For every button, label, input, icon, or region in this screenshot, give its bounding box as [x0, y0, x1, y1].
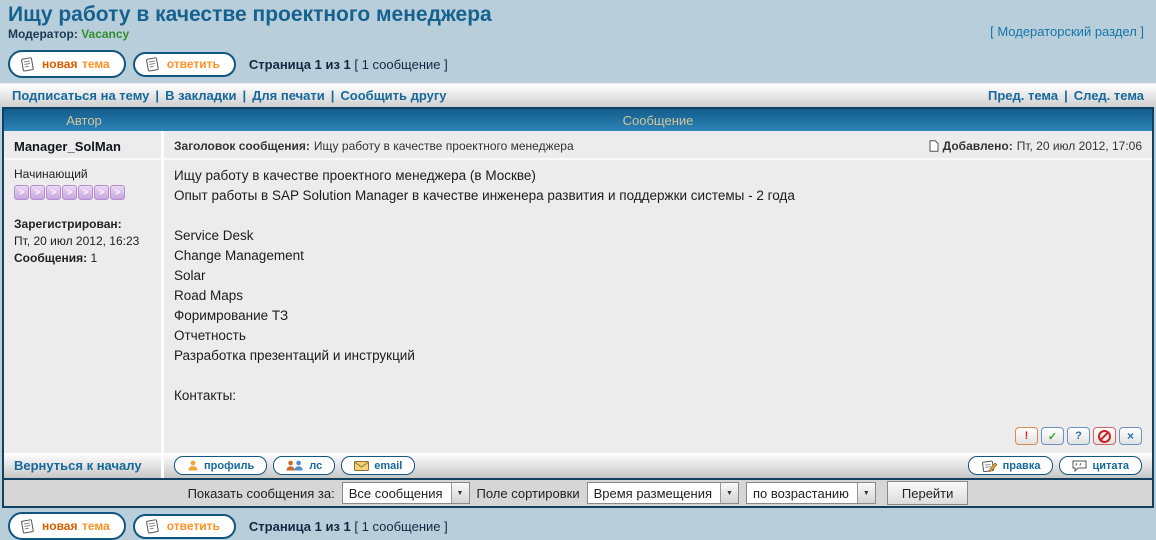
private-message-button[interactable]	[273, 456, 335, 475]
sort-order-select[interactable]	[746, 482, 876, 504]
profile-label: профиль	[204, 459, 255, 472]
tell-friend-link[interactable]: Сообщить другу	[340, 88, 447, 103]
note-icon	[144, 519, 161, 534]
rank-star-icon: >	[46, 185, 61, 200]
author-rank: Начинающий	[14, 167, 88, 181]
subject-label: Заголовок сообщения:	[174, 139, 310, 153]
message-line: Road Maps	[174, 288, 244, 303]
post-footer-buttons	[164, 453, 1152, 478]
topic-actions-bar	[0, 83, 1156, 107]
new-topic-word2: тема	[81, 57, 110, 71]
topic-actions-left	[12, 88, 447, 103]
message-line: Контакты:	[174, 388, 237, 403]
subject-text: Ищу работу в качестве проектного менеджера	[313, 139, 574, 153]
separator: |	[330, 88, 335, 103]
approve-icon[interactable]: ✓	[1041, 427, 1064, 445]
prev-topic-link[interactable]: Пред. тема	[987, 88, 1059, 103]
message-line: Change Management	[174, 248, 304, 263]
topic-actions-right	[988, 88, 1144, 103]
post-subject	[174, 139, 574, 153]
reply-button[interactable]	[133, 514, 236, 539]
bottom-buttons-row	[8, 512, 1156, 540]
show-messages-value: Все сообщения	[348, 486, 443, 501]
print-link[interactable]: Для печати	[252, 88, 325, 103]
added-label: Добавлено:	[942, 139, 1013, 153]
sort-field-label: Поле сортировки	[476, 485, 580, 501]
messages-label: Сообщения:	[14, 251, 88, 265]
separator: |	[1064, 88, 1068, 103]
profile-buttons-group	[174, 456, 415, 475]
topic-title: Ищу работу в качестве проектного менеджера	[8, 3, 492, 26]
post-author[interactable]: Manager_SolMan	[4, 131, 164, 160]
messages-value: 1	[90, 251, 98, 265]
deny-icon[interactable]	[1093, 427, 1116, 445]
post-footer-row	[4, 453, 1152, 478]
rank-star-icon: >	[110, 185, 125, 200]
quote-button[interactable]	[1059, 456, 1142, 475]
new-topic-word1: новая	[42, 519, 78, 533]
note-icon	[19, 519, 36, 534]
pm-label: лс	[309, 459, 323, 472]
page-header	[0, 0, 1156, 41]
quote-bubble-icon	[1072, 460, 1087, 472]
note-icon	[144, 57, 161, 72]
question-icon[interactable]: ?	[1067, 427, 1090, 445]
rank-star-icon: >	[30, 185, 45, 200]
message-line: Форимрование ТЗ	[174, 308, 289, 323]
rank-star-icon: >	[94, 185, 109, 200]
post-date	[929, 139, 1142, 153]
go-button[interactable]: Перейти	[887, 481, 969, 505]
email-button[interactable]	[341, 456, 415, 475]
top-buttons-row	[8, 50, 1156, 78]
delete-icon[interactable]: ×	[1119, 427, 1142, 445]
sort-field-value: Время размещения	[593, 486, 713, 501]
post-header	[164, 131, 1152, 160]
bookmark-link[interactable]: В закладки	[165, 88, 237, 103]
dropdown-arrow-icon: ▼	[720, 483, 738, 503]
registered-label: Зарегистрирован:	[14, 217, 122, 231]
rank-star-icon: >	[78, 185, 93, 200]
separator: |	[155, 88, 160, 103]
show-messages-label: Показать сообщения за:	[187, 485, 335, 501]
message-body	[164, 160, 1152, 453]
two-persons-icon	[286, 460, 304, 471]
message-line: Service Desk	[174, 228, 254, 243]
page-number: Страница 1 из 1	[248, 518, 351, 534]
no-entry-icon	[1098, 430, 1111, 443]
moderator-section-link[interactable]: [ Модераторский раздел ]	[990, 24, 1144, 39]
message-line	[174, 366, 1142, 386]
registered-value: Пт, 20 июл 2012, 16:23	[14, 234, 140, 248]
message-count: [ 1 сообщение ]	[354, 518, 448, 534]
new-topic-word2: тема	[81, 519, 110, 533]
post-page-icon	[929, 140, 939, 152]
subscribe-link[interactable]: Подписаться на тему	[12, 88, 150, 103]
message-line: Опыт работы в SAP Solution Manager в качестве инженера развития и поддержки системы - 2 года	[174, 188, 795, 203]
page-info	[249, 519, 448, 534]
person-icon	[187, 460, 199, 471]
moderator-label: Модератор:	[8, 27, 78, 41]
added-value: Пт, 20 июл 2012, 17:06	[1016, 139, 1142, 153]
table-header	[4, 109, 1152, 131]
moderator-name-link[interactable]: Vacancy	[81, 27, 130, 41]
reply-label: ответить	[166, 57, 220, 71]
note-icon	[19, 57, 36, 72]
dropdown-arrow-icon: ▼	[857, 483, 875, 503]
new-topic-button[interactable]	[8, 50, 126, 78]
sort-field-select[interactable]	[587, 482, 739, 504]
sort-order-value: по возрастанию	[753, 486, 849, 501]
edit-button[interactable]	[968, 456, 1054, 475]
message-count: [ 1 сообщение ]	[354, 56, 448, 72]
rank-star-icon: >	[62, 185, 77, 200]
new-topic-word1: новая	[42, 57, 78, 71]
post-row	[4, 131, 1152, 453]
dropdown-arrow-icon: ▼	[451, 483, 469, 503]
message-column-header: Сообщение	[622, 112, 694, 128]
author-column-header: Автор	[66, 112, 102, 128]
reply-label: ответить	[166, 519, 220, 533]
email-label: email	[374, 459, 403, 472]
message-line: Разработка презентаций и инструкций	[174, 348, 415, 363]
edit-pencil-icon	[981, 460, 998, 472]
message-line: Ищу работу в качестве проектного менеджера (в Москве)	[174, 168, 536, 183]
page-number: Страница 1 из 1	[248, 56, 351, 72]
message-line	[174, 206, 1142, 226]
display-options-toolbar	[4, 478, 1152, 506]
edit-buttons-group	[968, 456, 1142, 475]
back-to-top-link[interactable]: Вернуться к началу	[4, 453, 164, 478]
separator: |	[242, 88, 247, 103]
rank-star-icon: >	[14, 185, 29, 200]
moderator-line	[8, 27, 1148, 41]
topic-table	[2, 107, 1154, 508]
page-info	[249, 57, 448, 72]
quote-label: цитата	[1092, 459, 1129, 472]
edit-label: правка	[1002, 459, 1041, 472]
author-info	[4, 160, 164, 453]
envelope-icon	[354, 461, 369, 471]
new-topic-button[interactable]	[8, 512, 126, 540]
message-line: Отчетность	[174, 328, 246, 343]
message-line: Solar	[174, 268, 206, 283]
next-topic-link[interactable]: След. тема	[1073, 88, 1144, 103]
rank-stars	[14, 185, 151, 200]
message-lines	[174, 166, 1142, 423]
show-messages-select[interactable]	[342, 482, 470, 504]
reply-button[interactable]	[133, 52, 236, 77]
moderation-icons	[174, 423, 1142, 447]
profile-button[interactable]	[174, 456, 267, 475]
report-icon[interactable]: !	[1015, 427, 1038, 445]
